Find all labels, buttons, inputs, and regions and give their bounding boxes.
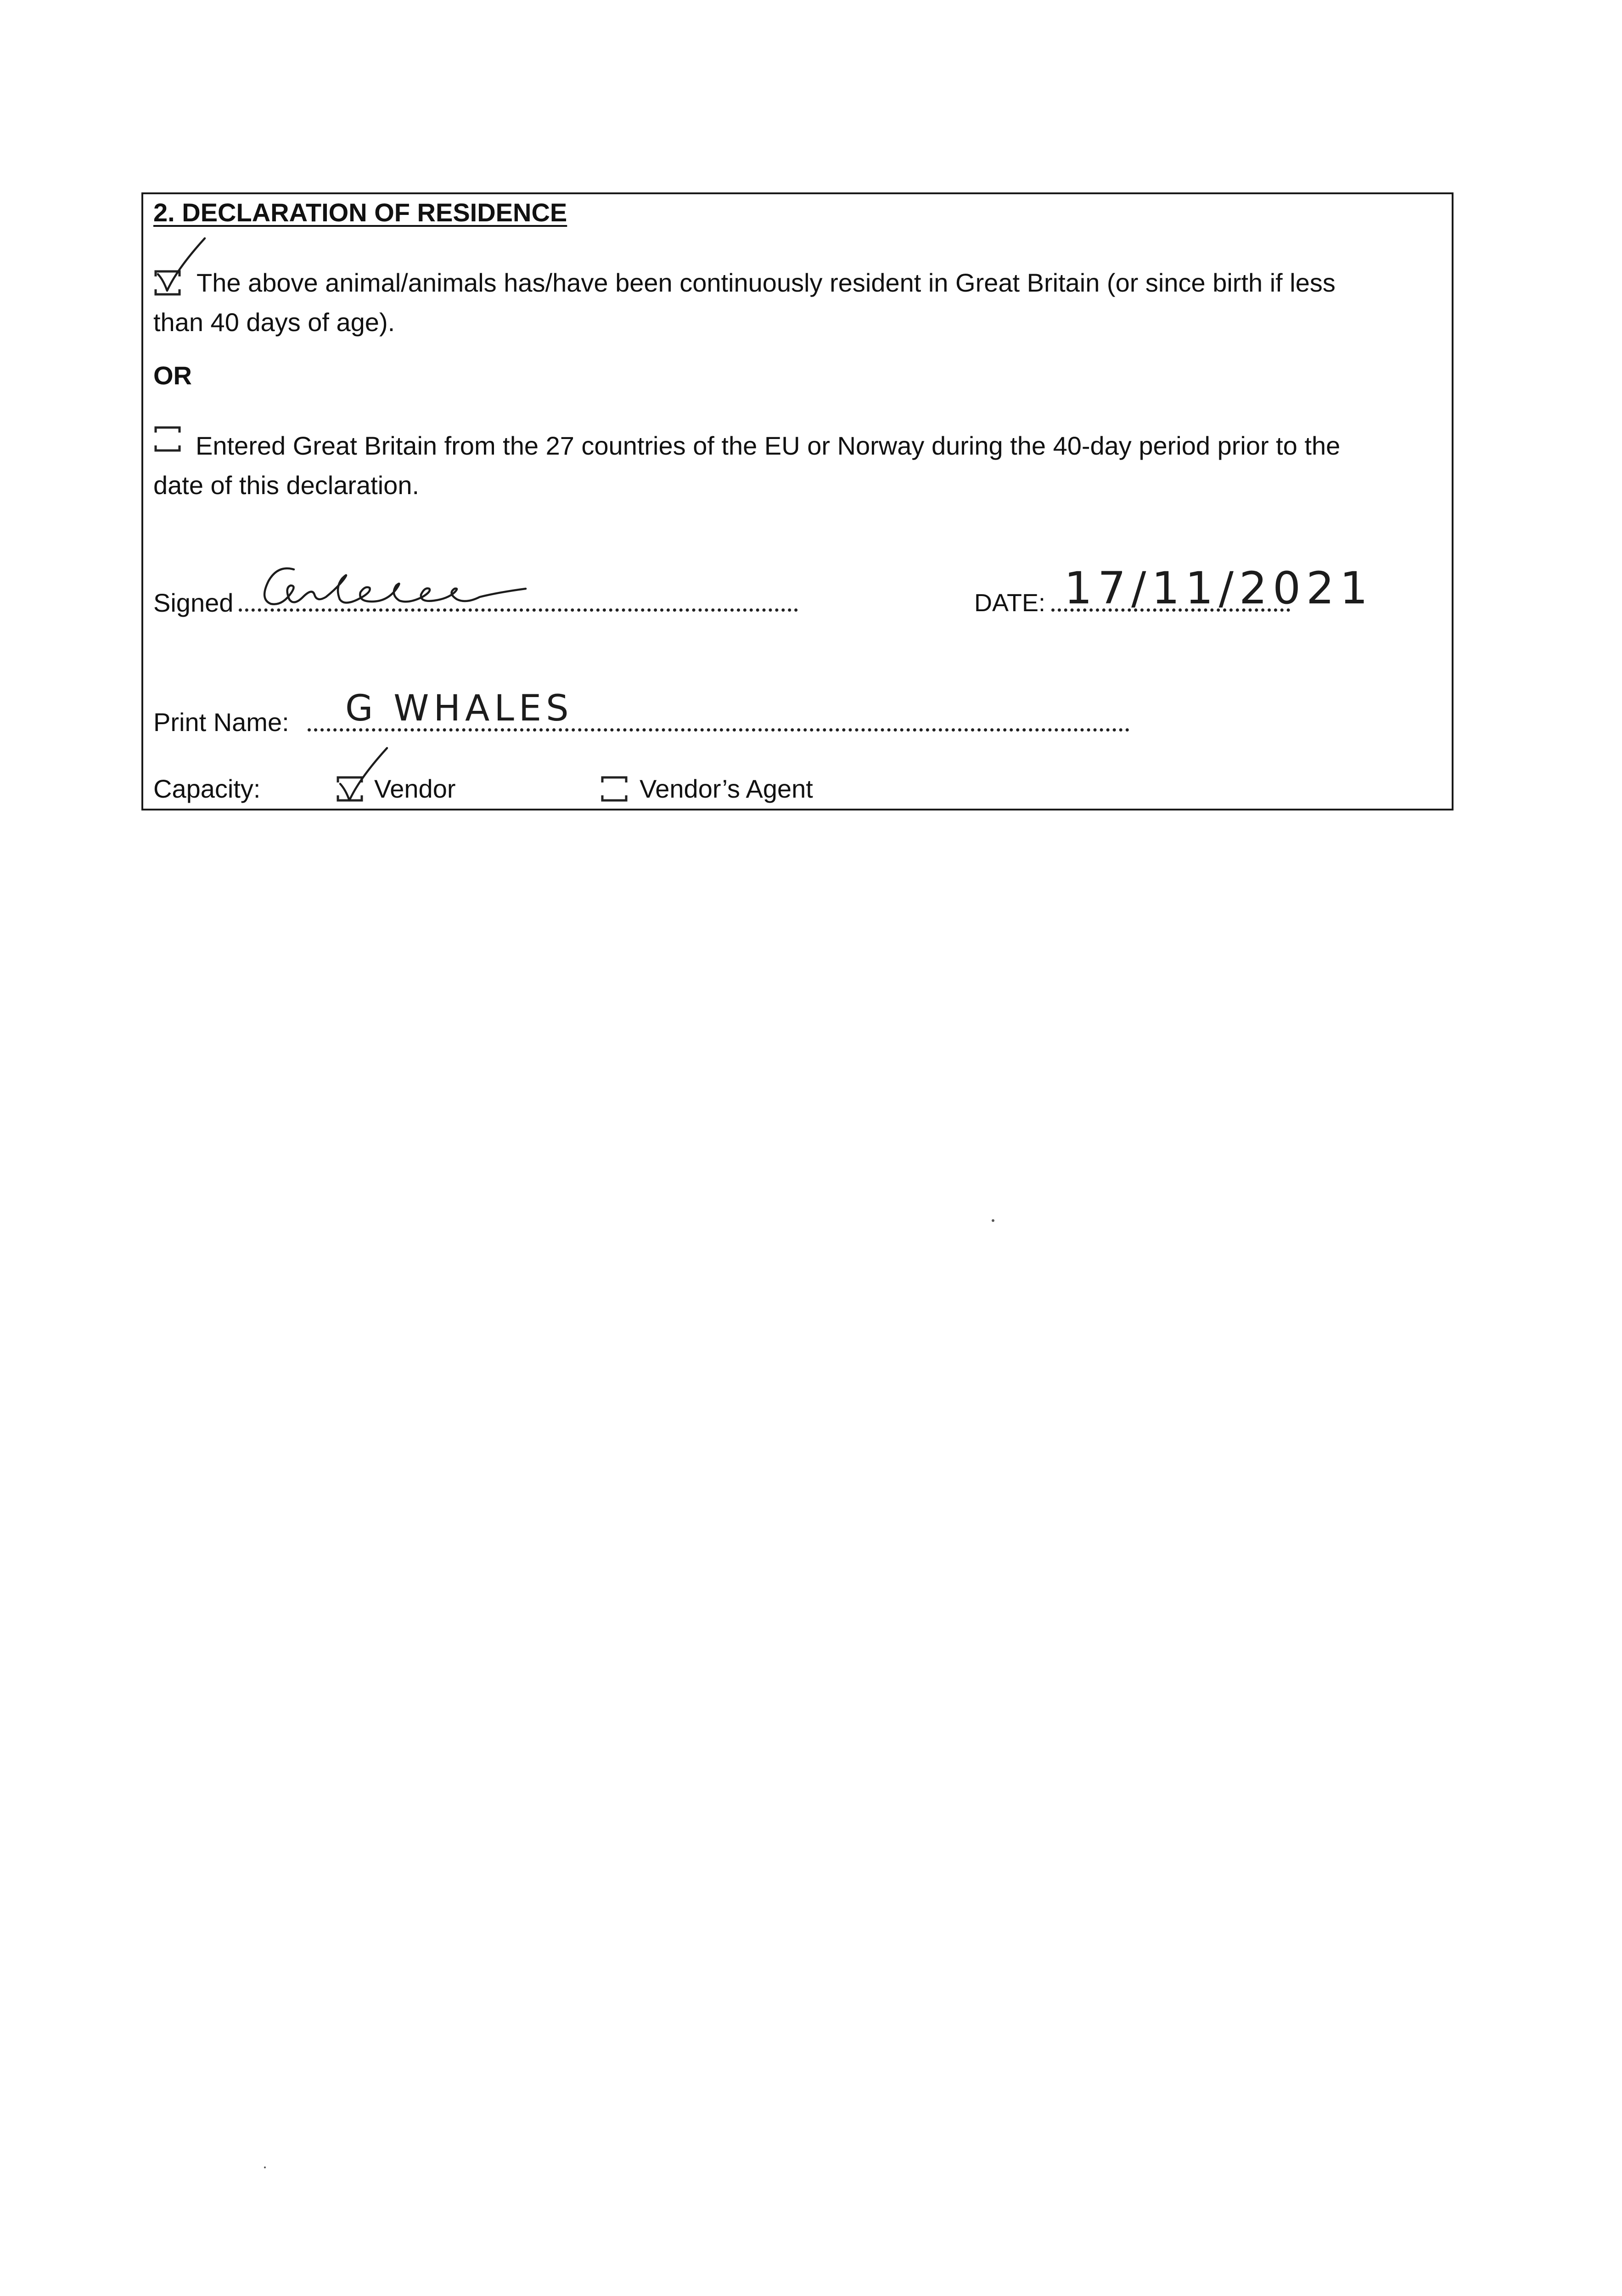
entered-option-line2: date of this declaration. [153,471,420,500]
or-label: OR [153,361,192,390]
print-name-label: Print Name: [153,708,289,737]
vendors-agent-option-label: Vendor’s Agent [640,774,813,803]
print-name-value[interactable]: G WHALES [345,688,573,729]
entered-option-line1: Entered Great Britain from the 27 countries of the EU or Norway during the 40-day period prior to the [196,431,1341,460]
signed-label: Signed [153,588,234,617]
scan-speck [992,1219,994,1222]
section-heading: 2. DECLARATION OF RESIDENCE [153,198,567,227]
vendors-agent-checkbox[interactable] [601,776,628,802]
date-value[interactable]: 17/11/2021 [1064,563,1374,614]
signature-mark[interactable] [250,560,544,613]
capacity-label: Capacity: [153,774,261,803]
resident-option-line2: than 40 days of age). [153,308,395,337]
scan-speck [264,2167,266,2168]
date-label: DATE: [974,589,1046,617]
entered-checkbox[interactable] [154,426,181,452]
resident-option-line1: The above animal/animals has/have been continuously resident in Great Britain (or since birth if less [196,268,1336,297]
vendor-option-label: Vendor [374,774,456,803]
